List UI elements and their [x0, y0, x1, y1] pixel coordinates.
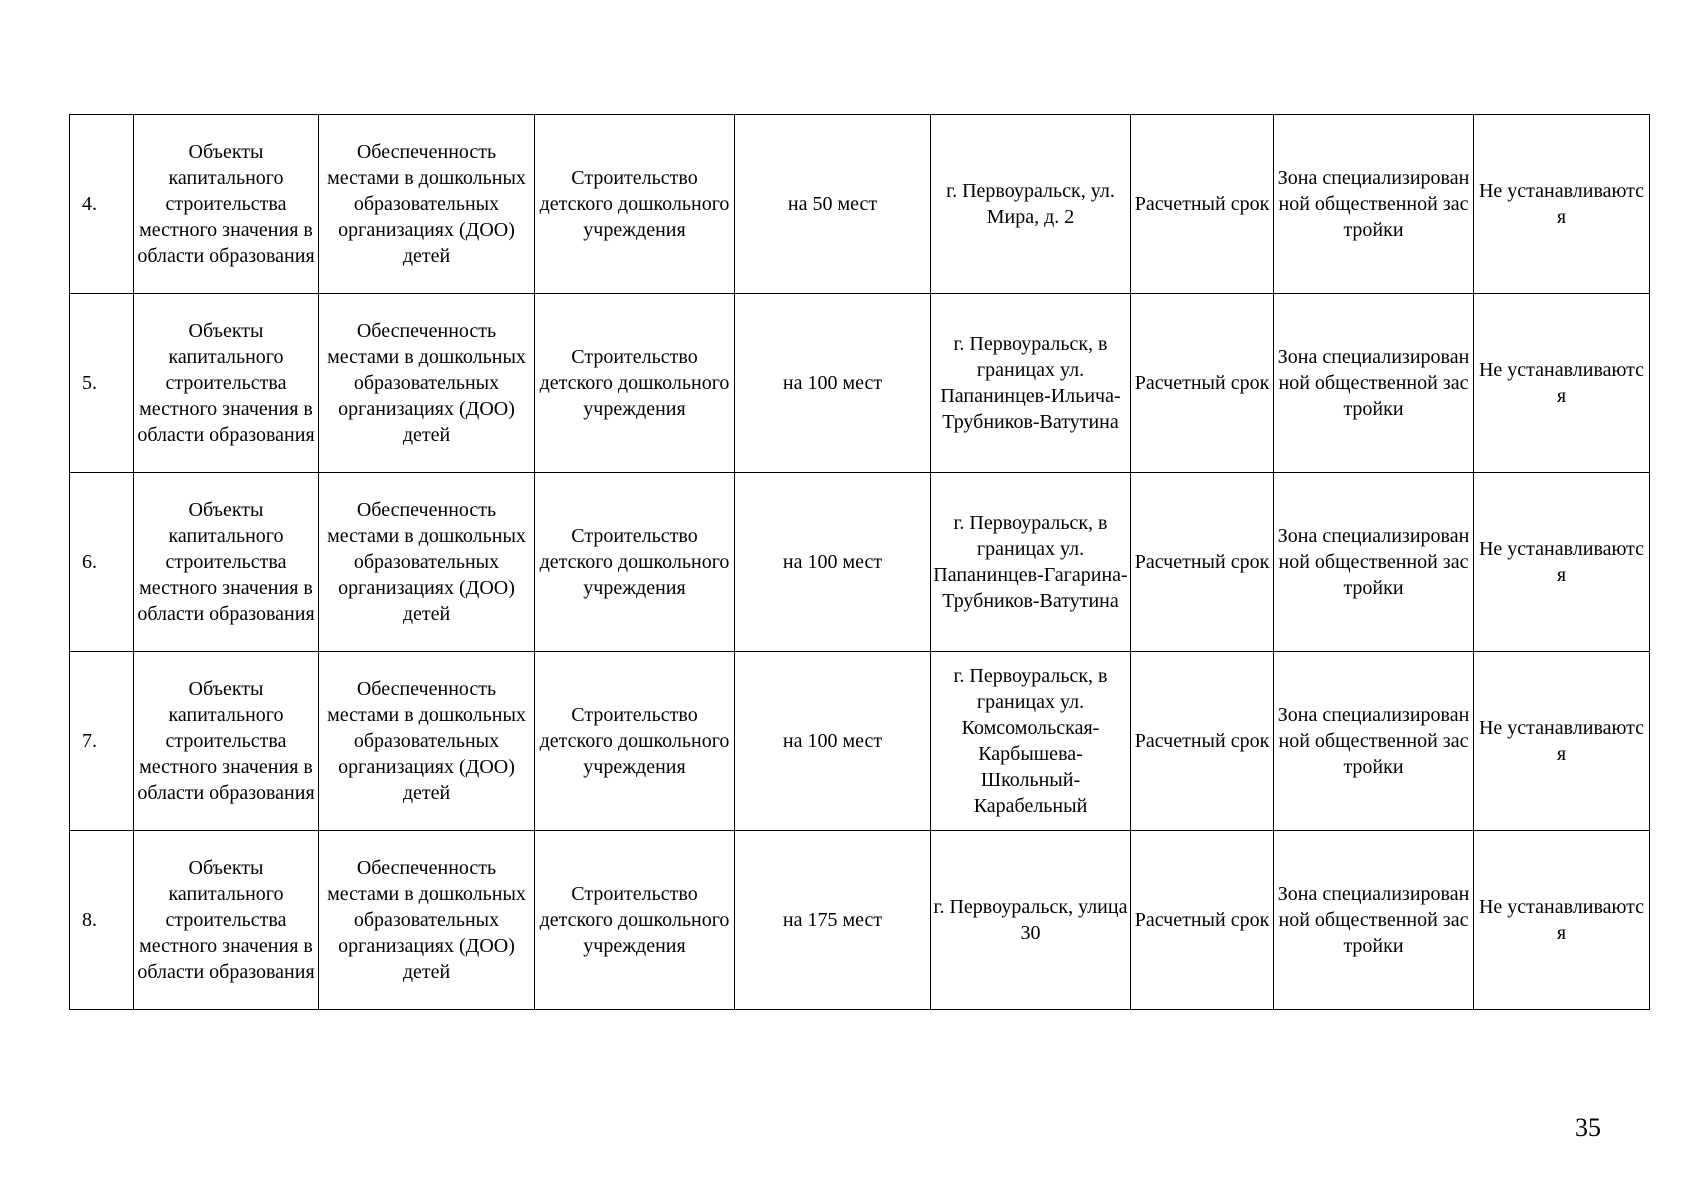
- location-cell: г. Первоуральск, в границах ул. Папанинцев-Гагарина-Трубников-Ватутина: [931, 473, 1131, 652]
- capacity-cell: на 100 мест: [735, 473, 931, 652]
- objects-table: [69, 114, 1650, 1010]
- indicator-cell: Обеспеченность местами в дошкольных образовательных организациях (ДОО) детей: [319, 831, 535, 1010]
- indicator-cell: Обеспеченность местами в дошкольных образовательных организациях (ДОО) детей: [319, 294, 535, 473]
- restriction-cell: [1474, 294, 1650, 473]
- object-type-cell: Объекты капитального строительства местного значения в области образования: [134, 115, 319, 294]
- zone-cell: [1274, 652, 1474, 831]
- row-number: 7.: [70, 652, 134, 831]
- zone-cell: [1274, 115, 1474, 294]
- activity-cell: Строительство детского дошкольного учреждения: [535, 294, 735, 473]
- object-type-cell: Объекты капитального строительства местного значения в области образования: [134, 294, 319, 473]
- restriction-text: Не устанавливаются: [1478, 896, 1645, 944]
- activity-cell: Строительство детского дошкольного учреждения: [535, 115, 735, 294]
- indicator-cell: Обеспеченность местами в дошкольных образовательных организациях (ДОО) детей: [319, 115, 535, 294]
- object-type-cell: Объекты капитального строительства местного значения в области образования: [134, 473, 319, 652]
- row-number: 8.: [70, 831, 134, 1010]
- table-row: [70, 473, 1650, 652]
- location-cell: г. Первоуральск, улица 30: [931, 831, 1131, 1010]
- activity-cell: Строительство детского дошкольного учреждения: [535, 831, 735, 1010]
- zone-cell: [1274, 473, 1474, 652]
- restriction-text: Не устанавливаются: [1478, 717, 1645, 765]
- term-cell: Расчетный срок: [1131, 831, 1274, 1010]
- zone-text: Зона специализированной общественной застройки: [1277, 525, 1470, 599]
- capacity-cell: на 100 мест: [735, 652, 931, 831]
- capacity-cell: на 50 мест: [735, 115, 931, 294]
- restriction-cell: [1474, 831, 1650, 1010]
- term-cell: Расчетный срок: [1131, 115, 1274, 294]
- term-cell: Расчетный срок: [1131, 652, 1274, 831]
- row-number: 5.: [70, 294, 134, 473]
- zone-text: Зона специализированной общественной застройки: [1277, 883, 1470, 957]
- table-row: [70, 115, 1650, 294]
- zone-text: Зона специализированной общественной застройки: [1277, 704, 1470, 778]
- indicator-cell: Обеспеченность местами в дошкольных образовательных организациях (ДОО) детей: [319, 652, 535, 831]
- table-row: [70, 652, 1650, 831]
- row-number: 4.: [70, 115, 134, 294]
- row-number: 6.: [70, 473, 134, 652]
- location-cell: г. Первоуральск, в границах ул. Комсомольская-Карбышева-Школьный-Карабельный: [931, 652, 1131, 831]
- capacity-cell: на 100 мест: [735, 294, 931, 473]
- location-cell: г. Первоуральск, в границах ул. Папанинцев-Ильича-Трубников-Ватутина: [931, 294, 1131, 473]
- zone-text: Зона специализированной общественной застройки: [1277, 167, 1470, 241]
- activity-cell: Строительство детского дошкольного учреждения: [535, 473, 735, 652]
- zone-cell: [1274, 294, 1474, 473]
- restriction-text: Не устанавливаются: [1478, 538, 1645, 586]
- object-type-cell: Объекты капитального строительства местного значения в области образования: [134, 831, 319, 1010]
- zone-cell: [1274, 831, 1474, 1010]
- object-type-cell: Объекты капитального строительства местного значения в области образования: [134, 652, 319, 831]
- restriction-cell: [1474, 473, 1650, 652]
- activity-cell: Строительство детского дошкольного учреждения: [535, 652, 735, 831]
- zone-text: Зона специализированной общественной застройки: [1277, 346, 1470, 420]
- table-row: [70, 294, 1650, 473]
- table-row: [70, 831, 1650, 1010]
- capacity-cell: на 175 мест: [735, 831, 931, 1010]
- location-cell: г. Первоуральск, ул. Мира, д. 2: [931, 115, 1131, 294]
- term-cell: Расчетный срок: [1131, 294, 1274, 473]
- restriction-cell: [1474, 652, 1650, 831]
- page-number: 35: [1575, 1113, 1601, 1142]
- restriction-cell: [1474, 115, 1650, 294]
- restriction-text: Не устанавливаются: [1478, 359, 1645, 407]
- term-cell: Расчетный срок: [1131, 473, 1274, 652]
- indicator-cell: Обеспеченность местами в дошкольных образовательных организациях (ДОО) детей: [319, 473, 535, 652]
- restriction-text: Не устанавливаются: [1478, 180, 1645, 228]
